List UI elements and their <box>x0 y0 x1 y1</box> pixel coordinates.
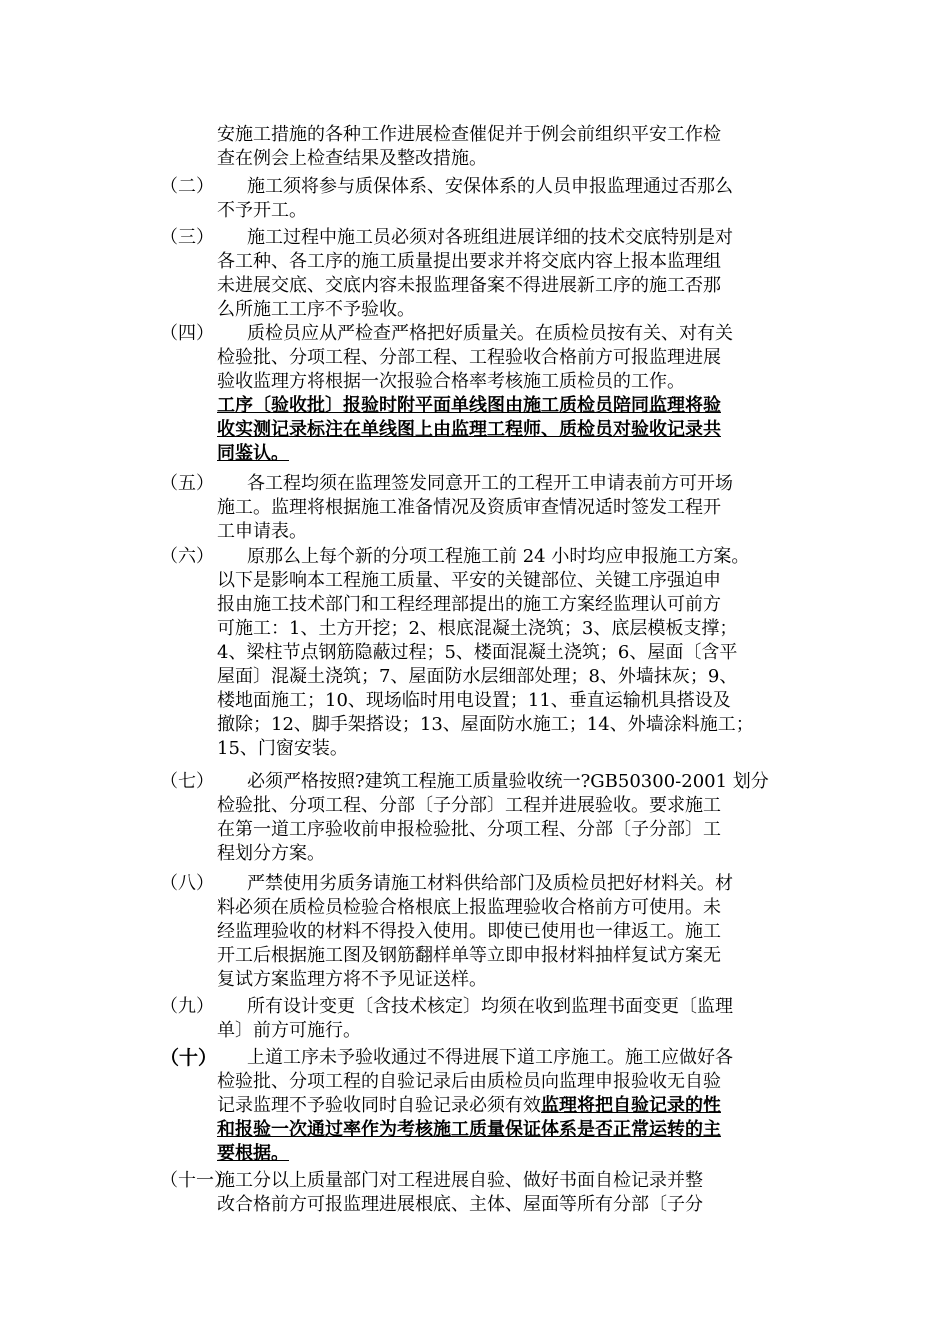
emphasis-line: 和报验一次通过率作为考核施工质量保证体系是否正常运转的主 <box>217 1119 721 1140</box>
paragraph-text <box>217 175 860 223</box>
text-line: 么所施工工序不予验收。 <box>217 299 415 320</box>
paragraph-continuation <box>160 123 860 171</box>
paragraph-number: （五） <box>160 473 214 494</box>
text-line: 复试方案监理方将不予见证送样。 <box>217 969 487 990</box>
paragraph-number: （六） <box>160 546 214 567</box>
text-line: 15、门窗安装。 <box>217 738 348 759</box>
text-line: 必须严格按照?建筑工程施工质量验收统一?GB50300-2001 划分 <box>247 771 769 792</box>
text-line: 可施工：1、土方开挖；2、根底混凝土浇筑；3、底层模板支撑； <box>217 618 738 639</box>
emphasis-line: 要根据。 <box>217 1143 289 1164</box>
paragraph-number: （九） <box>160 996 214 1017</box>
paragraph-4 <box>160 322 860 466</box>
paragraph-number: （十） <box>160 1047 218 1069</box>
paragraph-text <box>217 226 860 322</box>
paragraph-number: （十一） <box>160 1170 232 1191</box>
text-line: 上道工序未予验收通过不得进展下道工序施工。施工应做好各 <box>247 1047 733 1068</box>
text-line: 施工过程中施工员必须对各班组进展详细的技术交底特别是对 <box>247 227 733 248</box>
text-line: 检验批、分项工程、分部〔子分部〕工程并进展验收。要求施工 <box>217 795 721 816</box>
paragraph-text <box>217 472 860 544</box>
paragraph-text <box>217 995 860 1043</box>
text-line: 所有设计变更〔含技术核定〕均须在收到监理书面变更〔监理 <box>247 996 733 1017</box>
paragraph-number: （二） <box>160 176 214 197</box>
text-line: 质检员应从严检查严格把好质量关。在质检员按有关、对有关 <box>247 323 733 344</box>
paragraph-number: （七） <box>160 771 214 792</box>
emphasis-line: 工序〔验收批〕报验时附平面单线图由施工质检员陪同监理将验 <box>217 395 721 416</box>
text-line: 查在例会上检查结果及整改措施。 <box>217 148 487 169</box>
paragraph-7 <box>160 770 860 866</box>
paragraph-text <box>217 1169 860 1217</box>
text-line: 4、梁柱节点钢筋隐蔽过程；5、楼面混凝土浇筑；6、屋面〔含平 <box>217 642 738 663</box>
paragraph-9 <box>160 995 860 1043</box>
paragraph-8 <box>160 872 860 992</box>
text-line: 严禁使用劣质务请施工材料供给部门及质检员把好材料关。材 <box>247 873 733 894</box>
text-line: 以下是影响本工程施工质量、平安的关键部位、关键工序强迫申 <box>217 570 721 591</box>
emphasis-line: 同鉴认。 <box>217 443 289 464</box>
paragraph-11 <box>160 1169 860 1217</box>
paragraph-text <box>217 123 860 171</box>
text-line: 经监理验收的材料不得投入使用。即使已使用也一律返工。施工 <box>217 921 721 942</box>
paragraph-10 <box>160 1046 860 1166</box>
text-line: 工申请表。 <box>217 521 307 542</box>
text-line: 楼地面施工；10、现场临时用电设置；11、垂直运输机具搭设及 <box>217 690 731 711</box>
paragraph-5 <box>160 472 860 544</box>
paragraph-text <box>217 770 860 866</box>
text-line: 开工后根据施工图及钢筋翻样单等立即申报材料抽样复试方案无 <box>217 945 721 966</box>
text-line: 施工分以上质量部门对工程进展自验、做好书面自检记录并整 <box>217 1170 703 1191</box>
text-line: 安施工措施的各种工作进展检查催促并于例会前组织平安工作检 <box>217 124 721 145</box>
text-line: 程划分方案。 <box>217 843 325 864</box>
text-line: 改合格前方可报监理进展根底、主体、屋面等所有分部〔子分 <box>217 1194 703 1215</box>
paragraph-3 <box>160 226 860 322</box>
paragraph-text <box>217 872 860 992</box>
paragraph-2 <box>160 175 860 223</box>
text-line: 各工程均须在监理签发同意开工的工程开工申请表前方可开场 <box>247 473 733 494</box>
text-line: 在第一道工序验收前申报检验批、分项工程、分部〔子分部〕工 <box>217 819 721 840</box>
paragraph-number: （三） <box>160 227 214 248</box>
text-line: 屋面〕混凝土浇筑；7、屋面防水层细部处理；8、外墙抹灰；9、 <box>217 666 738 687</box>
text-line: 报由施工技术部门和工程经理部提出的施工方案经监理认可前方 <box>217 594 721 615</box>
text-line: 各工种、各工序的施工质量提出要求并将交底内容上报本监理组 <box>217 251 721 272</box>
text-line: 施工。监理将根据施工准备情况及资质审查情况适时签发工程开 <box>217 497 721 518</box>
paragraph-number: （四） <box>160 323 214 344</box>
text-line: 不予开工。 <box>217 200 307 221</box>
text-line: 料必须在质检员检验合格根底上报监理验收合格前方可使用。未 <box>217 897 721 918</box>
paragraph-text <box>217 1046 860 1166</box>
paragraph-number: （八） <box>160 873 214 894</box>
text-line: 检验批、分项工程、分部工程、工程验收合格前方可报监理进展 <box>217 347 721 368</box>
text-line: 原那么上每个新的分项工程施工前 24 小时均应申报施工方案。 <box>247 546 750 567</box>
text-line: 验收监理方将根据一次报验合格率考核施工质检员的工作。 <box>217 371 685 392</box>
text-line: 撤除；12、脚手架搭设；13、屋面防水施工；14、外墙涂料施工； <box>217 714 754 735</box>
paragraph-text <box>217 545 860 761</box>
text-line: 未进展交底、交底内容未报监理备案不得进展新工序的施工否那 <box>217 275 721 296</box>
paragraph-text <box>217 322 860 466</box>
paragraph-6 <box>160 545 860 761</box>
text-line: 检验批、分项工程的自验记录后由质检员向监理申报验收无自验 <box>217 1071 721 1092</box>
text-line: 记录监理不予验收同时自验记录必须有效 <box>217 1095 541 1116</box>
text-line: 单〕前方可施行。 <box>217 1020 361 1041</box>
text-line: 施工须将参与质保体系、安保体系的人员申报监理通过否那么 <box>247 176 733 197</box>
emphasis-line: 收实测记录标注在单线图上由监理工程师、质检员对验收记录共 <box>217 419 721 440</box>
emphasis-text: 监理将把自验记录的性 <box>541 1095 721 1116</box>
